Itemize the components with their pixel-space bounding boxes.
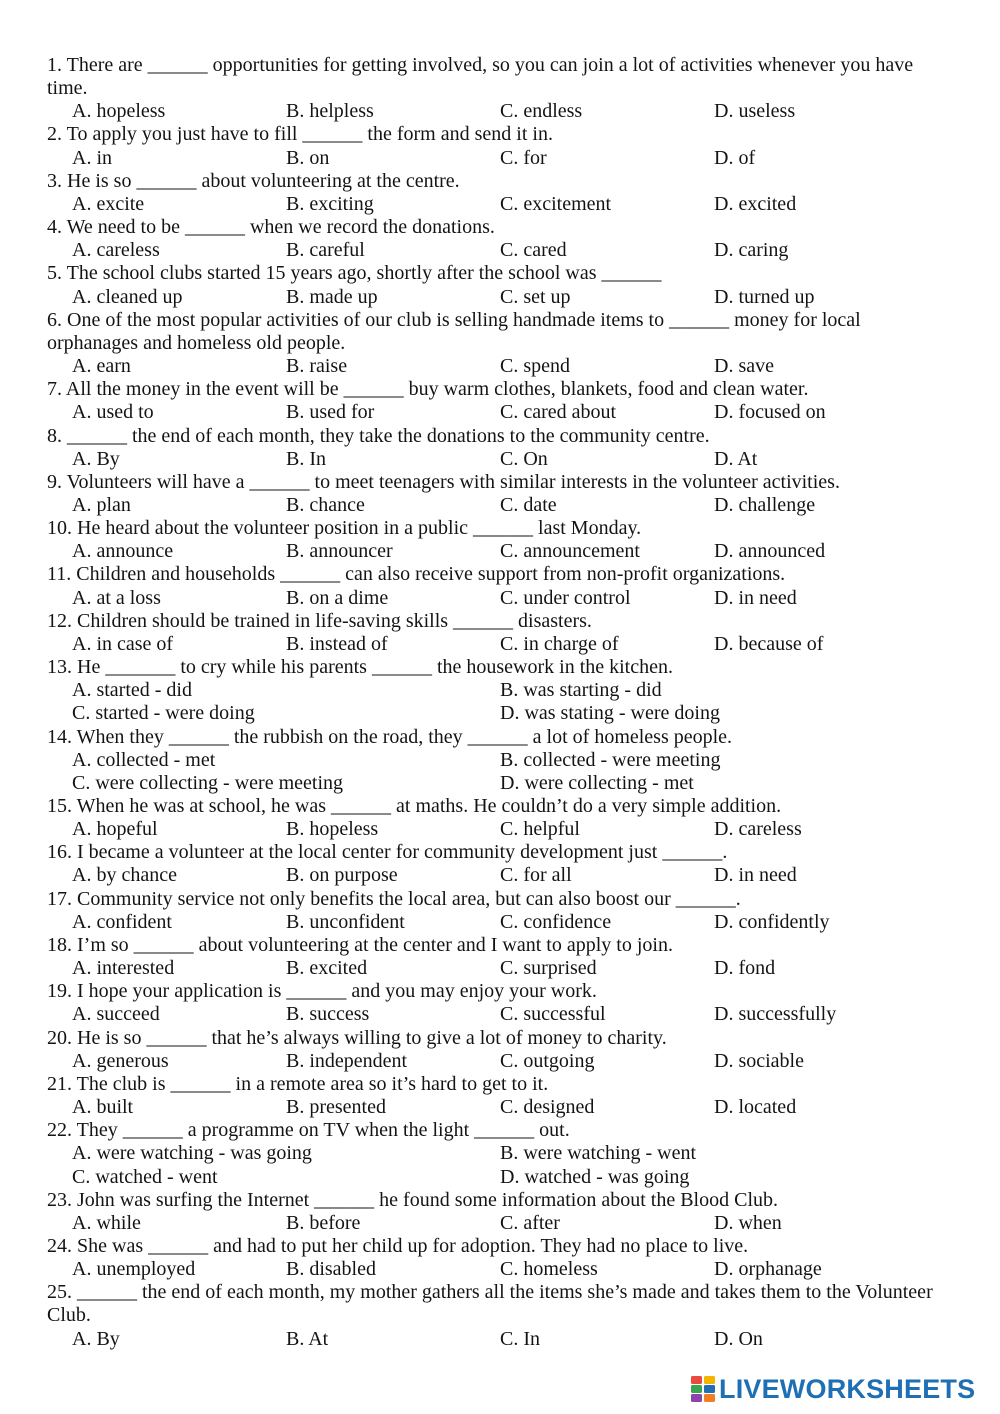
option-c: C. helpful <box>500 818 580 841</box>
option-c: C. announcement <box>500 540 640 563</box>
option-a: A. announce <box>72 540 174 563</box>
worksheet <box>47 54 952 1351</box>
option-a: A. built <box>72 1096 134 1119</box>
option-a: A. unemployed <box>72 1258 196 1281</box>
option-d: D. At <box>714 447 758 470</box>
option-c: C. for all <box>500 864 572 887</box>
question-text: 23. John was surfing the Internet ______ he found some information about the Blood Club. <box>47 1188 779 1211</box>
answer-options <box>47 818 928 841</box>
option-c: C. outgoing <box>500 1049 595 1072</box>
option-d: D. fond <box>714 957 776 980</box>
question-text: 20. He is so ______ that he’s always willing to give a lot of money to charity. <box>47 1026 667 1049</box>
option-c: C. designed <box>500 1096 595 1119</box>
option-a: A. collected - met <box>72 748 216 771</box>
option-b: B. presented <box>286 1096 386 1119</box>
liveworksheets-logo-icon <box>690 1375 716 1403</box>
question-text: 14. When they ______ the rubbish on the road, they ______ a lot of homeless people. <box>47 725 733 748</box>
option-b: B. before <box>286 1211 361 1234</box>
answer-options <box>47 448 928 471</box>
question-7 <box>47 378 952 424</box>
question-text: 22. They ______ a programme on TV when the light ______ out. <box>47 1119 570 1142</box>
question-text: 5. The school clubs started 15 years ago, shortly after the school was ______ <box>47 262 662 285</box>
question-11 <box>47 563 952 609</box>
option-b: B. on <box>286 146 330 169</box>
option-d: D. successfully <box>714 1003 837 1026</box>
option-c: C. under control <box>500 586 631 609</box>
option-d: D. because of <box>714 632 824 655</box>
option-b: B. made up <box>286 285 378 308</box>
answer-options <box>47 239 928 262</box>
question-text: 17. Community service not only benefits the local area, but can also boost our ______. <box>47 887 741 910</box>
question-text: 4. We need to be ______ when we record the donations. <box>47 216 495 239</box>
option-d: D. On <box>714 1327 763 1350</box>
question-16 <box>47 841 952 887</box>
option-a: A. by chance <box>72 864 177 887</box>
answer-options <box>47 401 928 424</box>
option-b: B. success <box>286 1003 370 1026</box>
question-21 <box>47 1073 952 1119</box>
option-d: D. of <box>714 146 756 169</box>
option-b: B. excited <box>286 957 368 980</box>
option-a: A. By <box>72 447 120 470</box>
question-text: 21. The club is ______ in a remote area so it’s hard to get to it. <box>47 1072 549 1095</box>
answer-options <box>47 911 928 934</box>
question-text: 11. Children and households ______ can also receive support from non-profit organizations. <box>47 563 786 586</box>
option-a: A. plan <box>72 493 131 516</box>
option-d: D. watched - was going <box>500 1165 690 1188</box>
option-c: C. homeless <box>500 1258 598 1281</box>
question-text: 18. I’m so ______ about volunteering at the center and I want to apply to join. <box>47 933 673 956</box>
option-b: B. used for <box>286 401 375 424</box>
option-b: B. helpless <box>286 100 374 123</box>
option-c: C. started - were doing <box>72 702 255 725</box>
option-b: B. chance <box>286 493 365 516</box>
option-c: C. On <box>500 447 548 470</box>
answer-options <box>47 540 928 563</box>
option-b: B. collected - were meeting <box>500 748 721 771</box>
liveworksheets-logo[interactable] <box>690 1374 975 1404</box>
option-c: C. confidence <box>500 910 612 933</box>
question-5 <box>47 262 952 308</box>
question-9 <box>47 471 952 517</box>
question-text: 6. One of the most popular activities of our club is selling handmade items to ______ money for local orphanages and homeless old people. <box>47 308 861 354</box>
question-20 <box>47 1027 952 1073</box>
option-d: D. located <box>714 1096 797 1119</box>
question-8 <box>47 425 952 471</box>
answer-options <box>47 749 928 795</box>
option-d: D. save <box>714 355 774 378</box>
question-12 <box>47 610 952 656</box>
question-13 <box>47 656 952 725</box>
option-c: C. excitement <box>500 192 612 215</box>
question-24 <box>47 1235 952 1281</box>
option-a: A. earn <box>72 355 131 378</box>
question-14 <box>47 726 952 795</box>
option-a: A. interested <box>72 957 175 980</box>
option-a: A. succeed <box>72 1003 160 1026</box>
option-c: C. were collecting - were meeting <box>72 771 343 794</box>
option-b: B. careful <box>286 239 365 262</box>
question-23 <box>47 1189 952 1235</box>
option-a: A. in <box>72 146 112 169</box>
question-15 <box>47 795 952 841</box>
question-text: 16. I became a volunteer at the local center for community development just ______. <box>47 841 728 864</box>
answer-options <box>47 193 928 216</box>
option-c: C. date <box>500 493 557 516</box>
option-b: B. In <box>286 447 326 470</box>
option-a: A. hopeless <box>72 100 166 123</box>
answer-options <box>47 494 928 517</box>
option-c: C. for <box>500 146 547 169</box>
option-b: B. unconfident <box>286 910 405 933</box>
option-a: A. confident <box>72 910 172 933</box>
answer-options <box>47 1050 928 1073</box>
option-c: C. cared <box>500 239 567 262</box>
question-1 <box>47 54 952 123</box>
option-d: D. announced <box>714 540 826 563</box>
option-d: D. excited <box>714 192 797 215</box>
option-a: A. excite <box>72 192 145 215</box>
question-text: 19. I hope your application is ______ and you may enjoy your work. <box>47 980 597 1003</box>
question-text: 9. Volunteers will have a ______ to meet teenagers with similar interests in the volunteer activities. <box>47 470 840 493</box>
option-b: B. independent <box>286 1049 408 1072</box>
answer-options <box>47 1328 928 1351</box>
option-d: D. in need <box>714 586 797 609</box>
logo-text: LIVEWORKSHEETS <box>719 1374 976 1404</box>
option-d: D. useless <box>714 100 796 123</box>
option-a: A. started - did <box>72 679 192 702</box>
option-d: D. focused on <box>714 401 826 424</box>
answer-options <box>47 957 928 980</box>
option-a: A. careless <box>72 239 160 262</box>
option-d: D. challenge <box>714 493 816 516</box>
question-text: 1. There are ______ opportunities for getting involved, so you can join a lot of activities whenever you have time. <box>47 54 914 100</box>
answer-options <box>47 147 928 170</box>
option-c: C. In <box>500 1327 540 1350</box>
question-17 <box>47 888 952 934</box>
question-text: 7. All the money in the event will be ______ buy warm clothes, blankets, food and clean water. <box>47 378 809 401</box>
option-d: D. confidently <box>714 910 830 933</box>
option-a: A. By <box>72 1327 120 1350</box>
option-c: C. successful <box>500 1003 606 1026</box>
question-25 <box>47 1281 952 1350</box>
question-text: 24. She was ______ and had to put her child up for adoption. They had no place to live. <box>47 1234 749 1257</box>
option-a: A. at a loss <box>72 586 161 609</box>
option-d: D. orphanage <box>714 1258 822 1281</box>
answer-options <box>47 1258 928 1281</box>
option-c: C. in charge of <box>500 632 619 655</box>
option-d: D. were collecting - met <box>500 771 694 794</box>
question-text: 25. ______ the end of each month, my mother gathers all the items she’s made and takes them to the Volunteer Club. <box>47 1281 933 1327</box>
question-19 <box>47 980 952 1026</box>
option-b: B. was starting - did <box>500 679 662 702</box>
option-b: B. instead of <box>286 632 388 655</box>
question-text: 3. He is so ______ about volunteering at the centre. <box>47 169 460 192</box>
option-b: B. on purpose <box>286 864 398 887</box>
option-a: A. generous <box>72 1049 169 1072</box>
question-18 <box>47 934 952 980</box>
option-c: C. surprised <box>500 957 597 980</box>
option-b: B. on a dime <box>286 586 389 609</box>
question-text: 12. Children should be trained in life-saving skills ______ disasters. <box>47 609 592 632</box>
option-b: B. hopeless <box>286 818 379 841</box>
answer-options <box>47 679 928 725</box>
option-b: B. disabled <box>286 1258 376 1281</box>
question-text: 13. He _______ to cry while his parents ______ the housework in the kitchen. <box>47 656 673 679</box>
option-a: A. cleaned up <box>72 285 183 308</box>
question-text: 15. When he was at school, he was ______ at maths. He couldn’t do a very simple addition. <box>47 795 782 817</box>
option-c: C. set up <box>500 285 571 308</box>
answer-options <box>47 1212 928 1235</box>
option-d: D. was stating - were doing <box>500 702 720 725</box>
answer-options <box>47 587 928 610</box>
option-b: B. At <box>286 1327 329 1350</box>
option-d: D. turned up <box>714 285 815 308</box>
question-3 <box>47 170 952 216</box>
option-c: C. endless <box>500 100 583 123</box>
answer-options <box>47 286 928 309</box>
question-text: 10. He heard about the volunteer position in a public ______ last Monday. <box>47 517 642 540</box>
option-a: A. were watching - was going <box>72 1142 312 1165</box>
answer-options <box>47 100 928 123</box>
option-c: C. after <box>500 1211 560 1234</box>
option-c: C. cared about <box>500 401 617 424</box>
option-d: D. sociable <box>714 1049 804 1072</box>
question-text: 2. To apply you just have to fill ______ the form and send it in. <box>47 123 553 146</box>
option-d: D. when <box>714 1211 782 1234</box>
option-a: A. used to <box>72 401 154 424</box>
option-b: B. exciting <box>286 192 374 215</box>
option-b: B. announcer <box>286 540 393 563</box>
answer-options <box>47 633 928 656</box>
question-6 <box>47 309 952 378</box>
question-2 <box>47 123 952 169</box>
answer-options <box>47 1003 928 1026</box>
option-a: A. in case of <box>72 632 174 655</box>
answer-options <box>47 864 928 887</box>
option-c: C. spend <box>500 355 570 378</box>
option-b: B. were watching - went <box>500 1142 697 1165</box>
option-c: C. watched - went <box>72 1165 218 1188</box>
answer-options <box>47 355 928 378</box>
question-10 <box>47 517 952 563</box>
option-a: A. while <box>72 1211 141 1234</box>
option-d: D. caring <box>714 239 789 262</box>
option-d: D. in need <box>714 864 797 887</box>
question-text: 8. ______ the end of each month, they take the donations to the community centre. <box>47 424 710 447</box>
answer-options <box>47 1142 928 1188</box>
answer-options <box>47 1096 928 1119</box>
option-d: D. careless <box>714 818 802 841</box>
option-b: B. raise <box>286 355 348 378</box>
option-a: A. hopeful <box>72 818 158 841</box>
question-4 <box>47 216 952 262</box>
question-22 <box>47 1119 952 1188</box>
